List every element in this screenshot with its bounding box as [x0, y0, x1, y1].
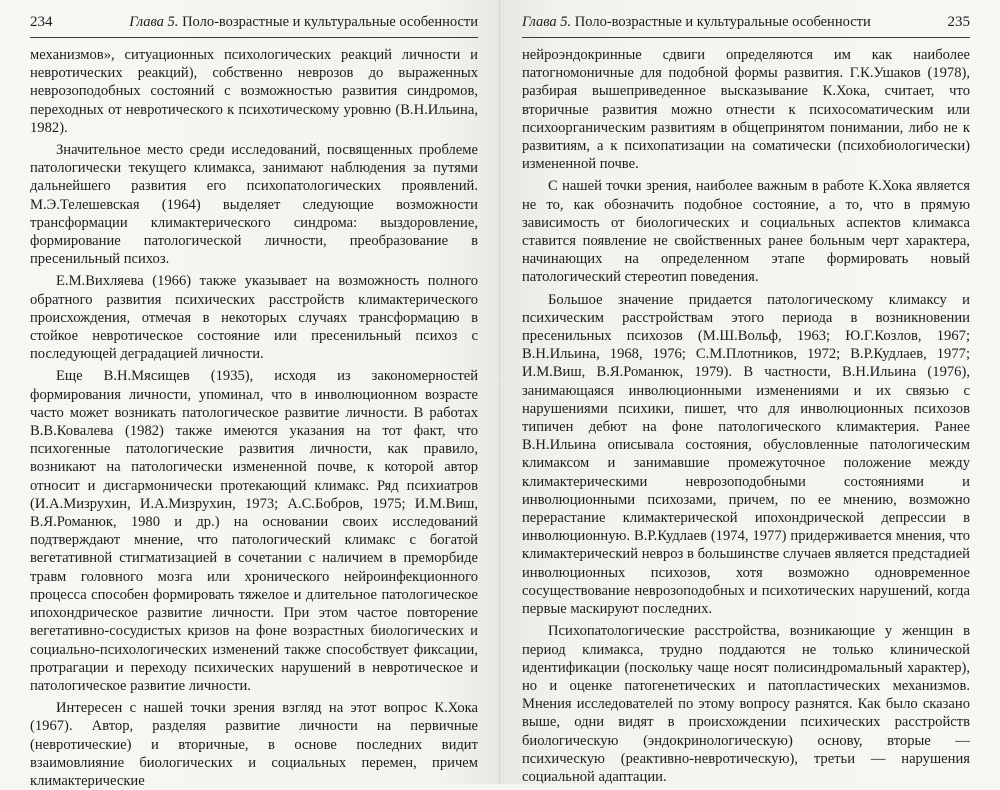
left-page-number: 234	[30, 14, 53, 30]
paragraph: механизмов», ситуационных психологических реакций личности и невротических реакций), собственно неврозов до выраженных неврозоподобных состояний с возможностью развития синдромов, переходных от невротического к психотическому уровню (В.Н.Ильина, 1982).	[30, 47, 478, 136]
paragraph: Значительное место среди исследований, посвященных проблеме патологически текущего климакса, занимают наблюдения за путями дальнейшего развития его психопатологических проявлений. М.Э.Телешевская (1964) выделяет следующие возможности трансформации климактерического синдрома: выздоровление, формирование патологической личности, преобразование в пресенильный психоз.	[30, 142, 478, 268]
right-body-text	[522, 46, 970, 786]
paragraph: Еще В.Н.Мясищев (1935), исходя из закономерностей формирования личности, упоминал, что в инволюционном возрасте часто может возникать патологическое развитие личности. В работах В.В.Ковалева (1982) также имеются указания на тот факт, что психогенные патологические развития личности, как правило, возникают на патологически измененной почве, к которой автор относит и дисгармонически протекающий климакс. Ряд психиатров (И.А.Мизрухин, И.А.Мизрухин, 1973; А.С.Бобров, 1975; И.М.Виш, В.Я.Романюк, 1980 и др.) на основании своих исследований подтверждают мнение, что патологический климакс с богатой вегетативной стигматизацией в сочетании с наличием в преморбиде травм головного мозга или хронического нейроинфекционного процесса способен формировать тяжелое и длительное патологическое ипохондрическое развитие личности. При этом частое повторение вегетативно-сосудистых кризов на фоне возрастных биологических и социально-психологических изменений также способствует фиксации, протрагации и переходу психических нарушений в невротическое и патологическое развитие личности.	[30, 368, 478, 694]
right-running-header	[522, 0, 970, 38]
right-page	[500, 0, 1000, 784]
left-page	[0, 0, 500, 789]
paragraph: Психопатологические расстройства, возникающие у женщин в период климакса, трудно поддаются не только клинической идентификации (поскольку чаще носят полисиндромальный характер), но и оценке патогенетических и патопластических механизмов. Мнения исследователей по этому вопросу разнятся. Как было сказано выше, одни видят в происхождении психических расстройств биологическую (эндокринологическую) основу, вторые — психическую (реактивно-невротическую), третьи — нарушения социальной адаптации.	[522, 623, 970, 785]
left-running-header	[30, 0, 478, 38]
paragraph: Интересен с нашей точки зрения взгляд на этот вопрос К.Хока (1967). Автор, разделяя развитие личности на первичные (невротические) и вторичные, в основе последних видит взаимовлияние биологических и социальных перемен, причем климактерические	[30, 700, 478, 789]
paragraph: Большое значение придается патологическому климаксу и психическим расстройствам этого периода в возникновении пресенильных психозов (М.Ш.Вольф, 1963; Ю.Г.Козлов, 1967; В.Н.Ильина, 1968, 1976; С.М.Плотников, 1972; В.Р.Кудлаев, 1977; И.М.Виш, В.Я.Романюк, 1979). В частности, В.Н.Ильина (1976), занимающаяся инволюционными изменениями и их связью с нарушениями психики, пишет, что для инволюционных психозов типичен дебют на фоне патологического климактерия. Ранее В.Н.Ильина описывала состояния, обусловленные патологическим климаксом и занимавшие промежуточное положение между климактерическими неврозоподобными состояниями и инволюционными психозами, причем, по ее мнению, возможно перерастание климактерической ипохондрической депрессии в инволюционную. В.Р.Кудлаев (1974, 1977) придерживается мнения, что климактерический невроз в большинстве случаев является предстадией инволюционных психозов, хотя возможно одновременное сосуществование неврозоподобных и психотических нарушений, когда первые маскируют последних.	[522, 291, 970, 618]
right-page-number: 235	[947, 14, 970, 30]
left-header-chapter: Глава 5.	[129, 14, 179, 30]
right-header-title	[522, 14, 871, 31]
paragraph: нейроэндокринные сдвиги определяются им как наиболее патогномоничные для подобной формы развития. Г.К.Ушаков (1978), разбирая вышеприведенное высказывание К.Хока, считает, что вторичные развития можно отнести к психосоматическим или психоорганическим развитиям в общепринятом понимании, либо не к развитиям, а к психопатизации на соматически (психобиологически) измененной почве.	[522, 47, 970, 173]
paragraph: Е.М.Вихляева (1966) также указывает на возможность полного обратного развития психических расстройств климактерического происхождения, отмечая в некоторых случаях трансформацию в стойкое невротическое состояние или пресенильный психоз с последующей деградацией личности.	[30, 273, 478, 363]
left-header-text: Поло-возрастные и культуральные особенности	[182, 14, 478, 30]
left-header-title	[129, 14, 478, 31]
paragraph: С нашей точки зрения, наиболее важным в работе К.Хока является не то, как обозначить подобное состояние, а то, что в прямую зависимость от биологических и социальных аспектов климакса ставится появление не свойственных ранее больным черт характера, начинающих на определенном этапе формировать новый патологический стереотип поведения.	[522, 178, 970, 286]
right-header-chapter: Глава 5.	[522, 14, 572, 30]
left-body-text	[30, 46, 478, 790]
right-header-text: Поло-возрастные и культуральные особенности	[574, 14, 871, 30]
